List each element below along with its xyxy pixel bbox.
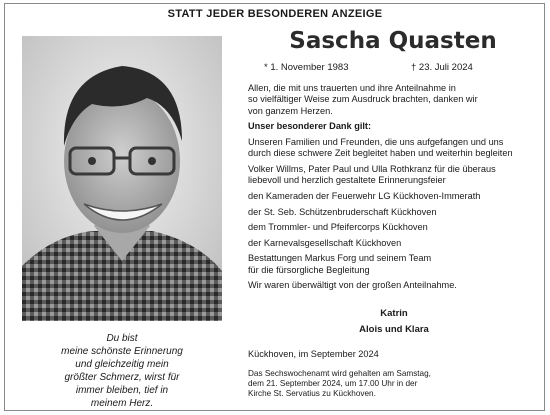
thanks-line: Volker Willms, Pater Paul und Ulla Rothkranz für die überaus bbox=[248, 164, 496, 174]
thanks-line: durch diese schwere Zeit begleitet haben und weiterhin begleiten bbox=[248, 148, 513, 159]
thanks-line: den Kameraden der Feuerwehr LG Kückhoven-Immerath bbox=[248, 191, 481, 201]
death-date: † 23. Juli 2024 bbox=[411, 62, 473, 73]
thanks-item bbox=[248, 137, 540, 160]
mass-note-line: Das Sechswochenamt wird gehalten am Samstag, bbox=[248, 369, 431, 378]
signature-katrin: Katrin bbox=[380, 308, 408, 319]
thanks-item bbox=[248, 191, 540, 202]
signature-alois-klara: Alois und Klara bbox=[359, 324, 429, 335]
poem-line: und gleichzeitig mein bbox=[75, 359, 169, 370]
poem-line: Du bist bbox=[106, 333, 138, 344]
poem-line: meinem Herz. bbox=[90, 398, 154, 409]
memorial-poem bbox=[22, 332, 222, 410]
closing-line: Wir waren überwältigt von der großen Anteilnahme. bbox=[248, 280, 457, 291]
thanks-heading: Unser besonderer Dank gilt: bbox=[248, 121, 372, 132]
deceased-name: Sascha Quasten bbox=[289, 28, 497, 54]
intro-line: Allen, die mit uns trauerten und ihre Anteilnahme in bbox=[248, 83, 456, 93]
thanks-line: liebevoll und herzlich gestaltete Erinnerungsfeier bbox=[248, 175, 446, 186]
thanks-line: der Karnevalsgesellschaft Kückhoven bbox=[248, 237, 402, 248]
thanks-line: Unseren Familien und Freunden, die uns aufgefangen und uns bbox=[248, 137, 504, 147]
notice-heading: STATT JEDER BESONDEREN ANZEIGE bbox=[167, 8, 383, 20]
thanks-line: Bestattungen Markus Forg und seinem Team bbox=[248, 253, 432, 264]
birth-date: * 1. November 1983 bbox=[264, 62, 349, 73]
thanks-line: der St. Seb. Schützenbruderschaft Kückhoven bbox=[248, 206, 437, 217]
intro-line: so vielfältiger Weise zum Ausdruck brachten, danken wir bbox=[248, 94, 478, 105]
mass-note bbox=[248, 369, 540, 399]
thanks-item bbox=[248, 207, 540, 218]
poem-line: größter Schmerz, wirst für bbox=[64, 372, 180, 383]
mass-note-line: dem 21. September 2024, um 17.00 Uhr in der bbox=[248, 379, 418, 388]
thanks-item bbox=[248, 238, 540, 249]
portrait-photo bbox=[22, 36, 222, 321]
thanks-line: dem Trommler- und Pfeifercorps Kückhoven bbox=[248, 222, 428, 233]
place-date: Kückhoven, im September 2024 bbox=[248, 349, 379, 359]
poem-line: meine schönste Erinnerung bbox=[61, 346, 183, 357]
poem-line: immer bleiben, tief in bbox=[75, 385, 169, 396]
mass-note-line: Kirche St. Servatius zu Kückhoven. bbox=[248, 389, 376, 398]
intro-paragraph bbox=[248, 83, 540, 117]
intro-line: von ganzem Herzen. bbox=[248, 105, 333, 116]
thanks-item bbox=[248, 164, 540, 187]
thanks-item bbox=[248, 253, 540, 276]
thanks-item bbox=[248, 222, 540, 233]
thanks-body bbox=[248, 83, 540, 296]
thanks-line: für die fürsorgliche Begleitung bbox=[248, 264, 370, 275]
